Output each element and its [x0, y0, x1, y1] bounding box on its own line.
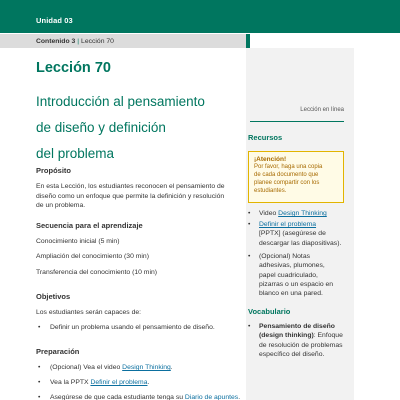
objectives-heading: Objetivos — [36, 292, 71, 301]
lesson-number: Lección 70 — [36, 60, 111, 76]
unit-label: Unidad 03 — [36, 16, 73, 25]
vocabulary-term: (design thinking) — [259, 332, 314, 340]
resources-heading: Recursos — [248, 133, 283, 142]
lesson-title-line: de diseño y definición — [36, 120, 166, 135]
vocabulary-term: Pensamiento de diseño — [259, 323, 335, 330]
bullet-icon: • — [248, 253, 251, 260]
lesson-title — [36, 89, 241, 167]
bullet-icon: • — [38, 379, 41, 386]
sequence-heading: Secuencia para el aprendizaje — [36, 221, 143, 230]
purpose-text — [36, 182, 241, 211]
breadcrumb-accent — [246, 34, 250, 48]
lesson-title-line: Introducción al pensamiento — [36, 94, 205, 109]
bullet-icon: • — [248, 323, 251, 330]
vocabulary-heading: Vocabulario — [248, 307, 291, 316]
vocabulary-definition: de resolución de problemas — [259, 341, 343, 349]
sidebar-divider — [250, 121, 344, 122]
purpose-line: En esta Lección, los estudiantes reconocen el pensamiento de — [36, 183, 225, 190]
define-problem-pptx-link[interactable]: Definir el problema — [90, 379, 148, 386]
design-thinking-video-link[interactable]: Design Thinking — [122, 364, 171, 371]
bullet-icon: • — [38, 324, 41, 331]
preparation-heading: Preparación — [36, 347, 80, 356]
purpose-heading: Propósito — [36, 166, 71, 175]
online-lesson-link[interactable]: Lección en línea — [300, 107, 344, 113]
breadcrumb-content[interactable]: Contenido 3 — [36, 37, 76, 45]
vocabulary-definition: específico del diseño. — [259, 350, 325, 358]
bullet-icon: • — [248, 221, 251, 228]
bullet-icon: • — [248, 210, 251, 217]
purpose-line: de un problema. — [36, 202, 86, 209]
breadcrumb — [36, 38, 114, 45]
breadcrumb-separator: | — [77, 37, 80, 45]
objectives-intro: Los estudiantes serán capaces de: — [36, 309, 142, 316]
attention-note — [248, 151, 344, 203]
sequence-item: Conocimiento inicial (5 min) — [36, 238, 120, 245]
design-thinking-video-link[interactable]: Design Thinking — [278, 210, 327, 217]
notes-journal-link[interactable]: Diario de apuntes — [184, 394, 239, 400]
sequence-item: Ampliación del conocimiento (30 min) — [36, 253, 149, 260]
purpose-line: diseño como un enfoque que permite la definición y resolución — [36, 192, 225, 200]
breadcrumb-lesson[interactable]: Lección 70 — [81, 37, 114, 45]
bullet-icon: • — [38, 364, 41, 371]
define-problem-pptx-link[interactable]: Definir el problema — [259, 221, 317, 228]
attention-note-title: ¡Atención! — [254, 156, 287, 163]
sequence-item: Transferencia del conocimiento (10 min) — [36, 269, 158, 276]
bullet-icon: • — [38, 394, 41, 400]
lesson-title-line: del problema — [36, 146, 115, 161]
attention-note-body: Por favor, haga una copia de cada documento que planee compartir con los estudiantes. — [254, 164, 323, 194]
